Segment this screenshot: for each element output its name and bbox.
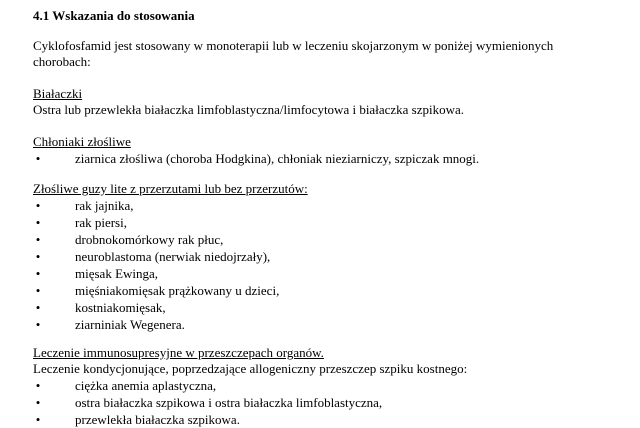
list-item	[33, 394, 633, 411]
list-item-text: ostra białaczka szpikowa i ostra białaczka limfoblastyczna,	[75, 395, 383, 410]
lymphoma-list	[33, 150, 633, 167]
list-item	[33, 316, 633, 333]
list-item-text: rak piersi,	[75, 215, 127, 230]
bullet-icon: •	[35, 249, 41, 264]
leukemia-text: Ostra lub przewlekła białaczka limfoblastyczna/limfocytowa i białaczka szpikowa.	[33, 102, 464, 117]
bullet-icon: •	[35, 395, 41, 410]
list-item	[33, 197, 633, 214]
list-item	[33, 282, 633, 299]
list-item-text: ziarnica złośliwa (choroba Hodgkina), chłoniak nieziarniczy, szpiczak mnogi.	[75, 151, 480, 166]
solid-tumors-list	[33, 197, 633, 333]
bullet-icon: •	[35, 151, 41, 166]
heading-immunosuppression: Leczenie immunosupresyjne w przeszczepach organów.	[33, 345, 324, 360]
section-title: 4.1 Wskazania do stosowania	[33, 8, 195, 23]
bullet-icon: •	[35, 266, 41, 281]
list-item	[33, 377, 633, 394]
list-item-text: mięśniakomięsak prążkowany u dzieci,	[75, 283, 280, 298]
bullet-icon: •	[35, 412, 41, 427]
intro-paragraph: Cyklofosfamid jest stosowany w monoterapii lub w leczeniu skojarzonym w poniżej wymienionych chorobach:	[33, 38, 554, 69]
bullet-icon: •	[35, 300, 41, 315]
conditioning-list	[33, 377, 633, 428]
bullet-icon: •	[35, 215, 41, 230]
bullet-icon: •	[35, 198, 41, 213]
list-item-text: neuroblastoma (nerwiak niedojrzały),	[75, 249, 271, 264]
list-item-text: ziarniniak Wegenera.	[75, 317, 185, 332]
document-page	[33, 0, 633, 428]
list-item	[33, 265, 633, 282]
conditioning-text: Leczenie kondycjonujące, poprzedzające allogeniczny przeszczep szpiku kostnego:	[33, 361, 468, 376]
list-item-text: rak jajnika,	[75, 198, 134, 213]
heading-lymphoma: Chłoniaki złośliwe	[33, 134, 131, 149]
list-item	[33, 231, 633, 248]
heading-solid-tumors: Złośliwe guzy lite z przerzutami lub bez przerzutów:	[33, 181, 308, 196]
list-item-text: ciężka anemia aplastyczna,	[75, 378, 217, 393]
list-item	[33, 411, 633, 428]
list-item	[33, 248, 633, 265]
list-item	[33, 214, 633, 231]
list-item	[33, 150, 633, 167]
list-item-text: drobnokomórkowy rak płuc,	[75, 232, 224, 247]
bullet-icon: •	[35, 378, 41, 393]
list-item-text: mięsak Ewinga,	[75, 266, 159, 281]
list-item-text: przewlekła białaczka szpikowa.	[75, 412, 240, 427]
list-item-text: kostniakomięsak,	[75, 300, 166, 315]
bullet-icon: •	[35, 317, 41, 332]
heading-leukemia: Białaczki	[33, 86, 83, 101]
bullet-icon: •	[35, 283, 41, 298]
list-item	[33, 299, 633, 316]
bullet-icon: •	[35, 232, 41, 247]
